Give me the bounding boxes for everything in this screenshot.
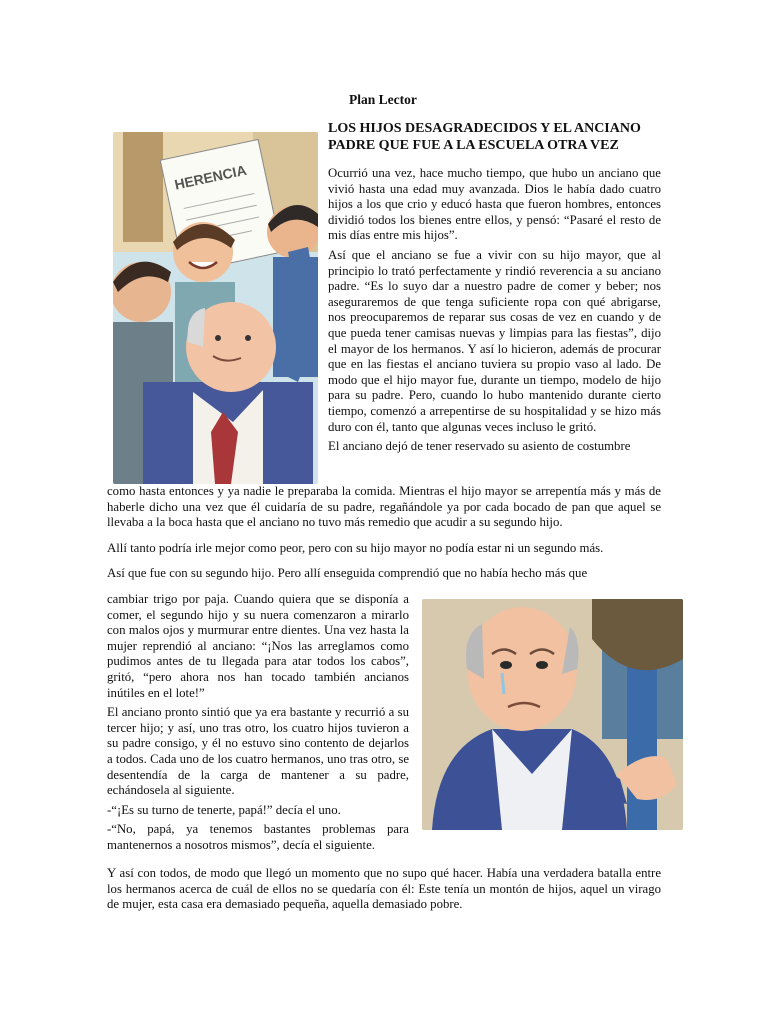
paper-sign-text: HERENCIA: [173, 161, 248, 193]
right-column-text: [328, 166, 661, 455]
left-column-text: [107, 592, 409, 858]
story-title: LOS HIJOS DESAGRADECIDOS Y EL ANCIANO PADRE QUE FUE A LA ESCUELA OTRA VEZ: [328, 121, 641, 153]
illustration-sons-inheritance-art: [113, 132, 318, 484]
paragraph-5-start: Así que fue con su segundo hijo. Pero allí enseguida comprendió que no había hecho más que: [107, 566, 588, 581]
paragraph-2: Así que el anciano se fue a vivir con su hijo mayor, que al principio lo trató perfectamente y rindió reverencia a su anciano padre. “Es lo suyo dar a nuestro padre de comer y beber; nos aseguraremos de que tenga suficiente ropa con qué abrigarse, nos preocuparemos de reparar sus cosas de vez en cuando y de que pueda tener camisas nuevas y limpias para las fiestas”, dijo el mayor de los hermanos. Y así lo hicieron, además de procurar que en las fiestas el anciano tuviera su propio vaso al lado. De modo que el hijo mayor fue, durante un tiempo, modelo de hijo para su padre. Pero, cuando lo hubo mantenido durante cierto tiempo, comenzó a arrepentirse de su hospitalidad y se hizo más duro con él, tanto que algunas veces incluso le gritó.: [328, 247, 661, 434]
illustration-sons-inheritance: [113, 132, 318, 484]
paragraph-7: -“¡Es su turno de tenerte, papá!” decía el uno.: [107, 802, 341, 817]
paragraph-3-rest: como hasta entonces y ya nadie le preparaba la comida. Mientras el hijo mayor se arrepentía más y más de haberle dicho una vez que él cuidaría de su padre, regañándole ya por cada bocado de pan que aquel se llevaba a la boca hasta que el anciano no tuvo más remedio que acudir a su segundo hijo.: [107, 484, 661, 530]
paragraph-3-start: El anciano dejó de tener reservado su asiento de costumbre: [328, 439, 631, 454]
illustration-sad-old-man: [422, 599, 683, 830]
paragraph-4: Allí tanto podría irle mejor como peor, pero con su hijo mayor no podía estar ni un segundo más.: [107, 540, 604, 555]
paragraph-5-rest: cambiar trigo por paja. Cuando quiera que se disponía a comer, el segundo hijo y su nuera comenzaron a mirarlo con malos ojos y murmurar entre dientes. Una vez hasta la mujer reprendió al anciano: “¡Nos las arreglamos como pudimos antes de tu llegada para atar todos los cabos”, gritó, “pero ahora nos han tocado también ancianos inútiles en el lote!”: [107, 592, 409, 700]
plan-lector-heading: Plan Lector: [349, 92, 417, 107]
paragraph-8: -“No, papá, ya tenemos bastantes problemas para mantenernos a nosotros mismos”, decía el siguiente.: [107, 822, 409, 852]
paragraph-9: Y así con todos, de modo que llegó un momento que no supo qué hacer. Había una verdadera batalla entre los hermanos acerca de cuál de ellos no se quedaría con él: Este tenía un montón de hijos, aquel un virago de mujer, esta casa era demasiado pequeña, aquella demasiado pobre.: [107, 866, 661, 912]
illustration-sad-old-man-art: [422, 599, 683, 830]
paragraph-1: Ocurrió una vez, hace mucho tiempo, que hubo un anciano que vivió hasta una edad muy avanzada. Dios le había dado cuatro hijos a los que crio y educó hasta que fueron hombres, entonces dividió todos los bienes entre ellos, y pensó: “Pasaré el resto de mis días entre mis hijos”.: [328, 166, 661, 243]
paragraph-6: El anciano pronto sintió que ya era bastante y recurrió a su tercer hijo; y así, uno tras otro, los cuatro hijos tuvieron a su padre consigo, y él no estuvo sino contento de dejarlos a todos. Cada uno de los cuatro hermanos, uno tras otro, se desentendía de la carga de mantener a su padre, echándosela al siguiente.: [107, 705, 409, 798]
full-width-text-1: [107, 484, 661, 582]
full-width-text-2: [107, 866, 661, 913]
